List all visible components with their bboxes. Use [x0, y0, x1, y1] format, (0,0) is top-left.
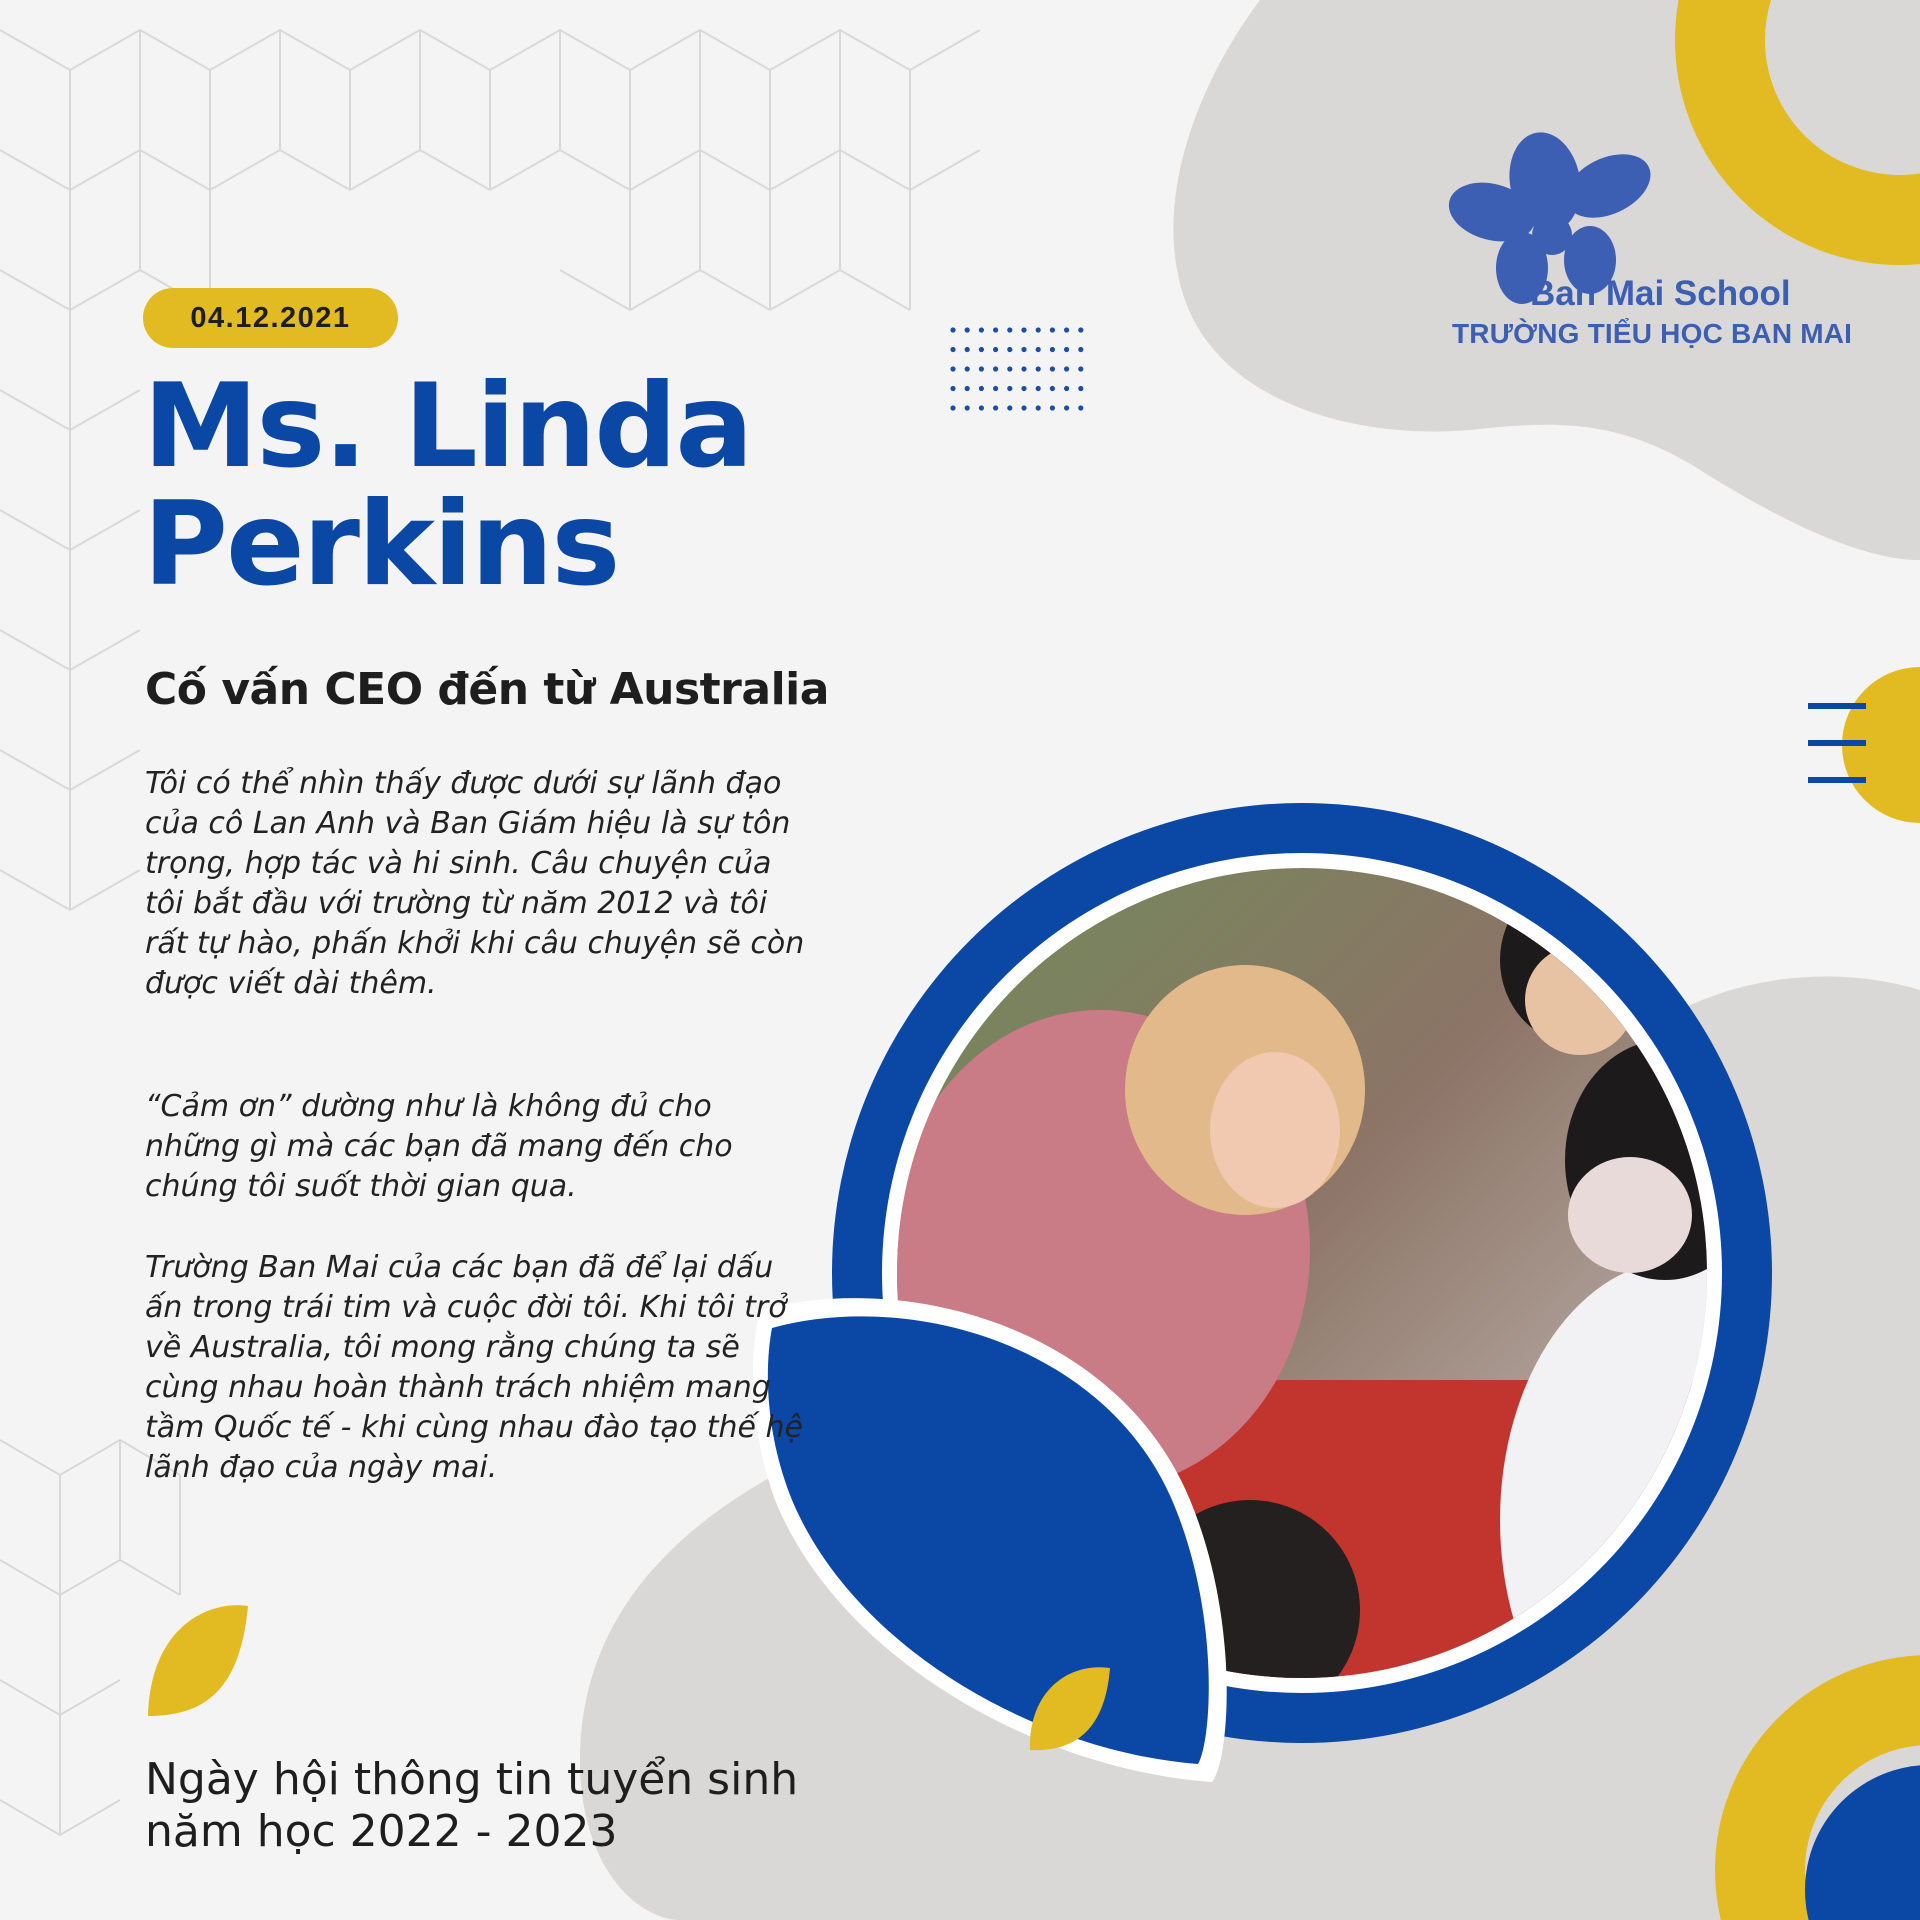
dot [1050, 347, 1055, 352]
dot [1078, 386, 1083, 391]
event-title [145, 1754, 945, 1858]
date-badge: 04.12.2021 [143, 288, 398, 348]
dot [1064, 405, 1069, 410]
dot [1064, 327, 1069, 332]
dot [1036, 366, 1041, 371]
dot [993, 347, 998, 352]
dot [979, 366, 984, 371]
dot [979, 347, 984, 352]
dot [1021, 366, 1026, 371]
dot [979, 405, 984, 410]
dot [993, 405, 998, 410]
dot [965, 386, 970, 391]
dot [1036, 386, 1041, 391]
event-title-line-2: năm học 2022 - 2023 [145, 1806, 618, 1857]
dot [993, 327, 998, 332]
dot [1021, 386, 1026, 391]
dot [1036, 405, 1041, 410]
dot [1036, 327, 1041, 332]
dot [1078, 405, 1083, 410]
dot [993, 386, 998, 391]
dot [950, 386, 955, 391]
quote-paragraph-1: Tôi có thể nhìn thấy được dưới sự lãnh đạo của cô Lan Anh và Ban Giám hiệu là sự tôn trọng, hợp tác và hi sinh. Câu chuyện của tôi bắt đầu với trường từ năm 2012 và tôi rất tự hào, phấn khởi khi câu chuyện sẽ còn được viết dài thêm. [145, 766, 805, 1001]
dot [1064, 386, 1069, 391]
dot [965, 347, 970, 352]
event-title-line-1: Ngày hội thông tin tuyển sinh [145, 1754, 799, 1805]
dot [1064, 366, 1069, 371]
dot [979, 386, 984, 391]
yellow-leaf-left [148, 1605, 248, 1716]
dot [965, 405, 970, 410]
dot-grid [950, 327, 1083, 410]
logo-school-name: Ban Mai School [1530, 274, 1791, 313]
dot [1050, 327, 1055, 332]
menu-line-1 [1808, 703, 1866, 709]
logo-subtitle: TRƯỜNG TIỂU HỌC BAN MAI [1452, 318, 1853, 349]
dot [1078, 347, 1083, 352]
dot [950, 327, 955, 332]
menu-line-2 [1808, 740, 1866, 746]
menu-line-3 [1808, 777, 1866, 783]
dot [1050, 386, 1055, 391]
dot [1021, 405, 1026, 410]
dot [965, 366, 970, 371]
dot [1064, 347, 1069, 352]
speaker-name-line-1: Ms. Linda [143, 359, 752, 494]
quote-paragraph-2: “Cảm ơn” dường như là không đủ cho những gì mà các bạn đã mang đến cho chúng tôi suốt thời gian qua. [145, 1089, 733, 1204]
dot [1036, 347, 1041, 352]
dot [1007, 327, 1012, 332]
speaker-name-line-2: Perkins [143, 477, 619, 612]
speaker-role: Cố vấn CEO đến từ Australia [145, 664, 829, 715]
dot [1078, 366, 1083, 371]
dot [965, 327, 970, 332]
dot [1021, 347, 1026, 352]
dot [950, 405, 955, 410]
dot [950, 347, 955, 352]
dot [1007, 366, 1012, 371]
dot [1007, 347, 1012, 352]
speaker-name [143, 359, 943, 612]
dot [1078, 327, 1083, 332]
dot [993, 366, 998, 371]
dot [1007, 386, 1012, 391]
dot [950, 366, 955, 371]
quote-paragraph-3: Trường Ban Mai của các bạn đã để lại dấu ấn trong trái tim và cuộc đời tôi. Khi tôi trở về Australia, tôi mong rằng chúng ta sẽ cùng nhau hoàn thành trách nhiệm mang tầm Quốc tế - khi cùng nhau đào tạo thế hệ lãnh đạo của ngày mai. [145, 1250, 803, 1485]
dot [1021, 327, 1026, 332]
dot [1050, 366, 1055, 371]
dot [979, 327, 984, 332]
dot [1007, 405, 1012, 410]
dot [1050, 405, 1055, 410]
